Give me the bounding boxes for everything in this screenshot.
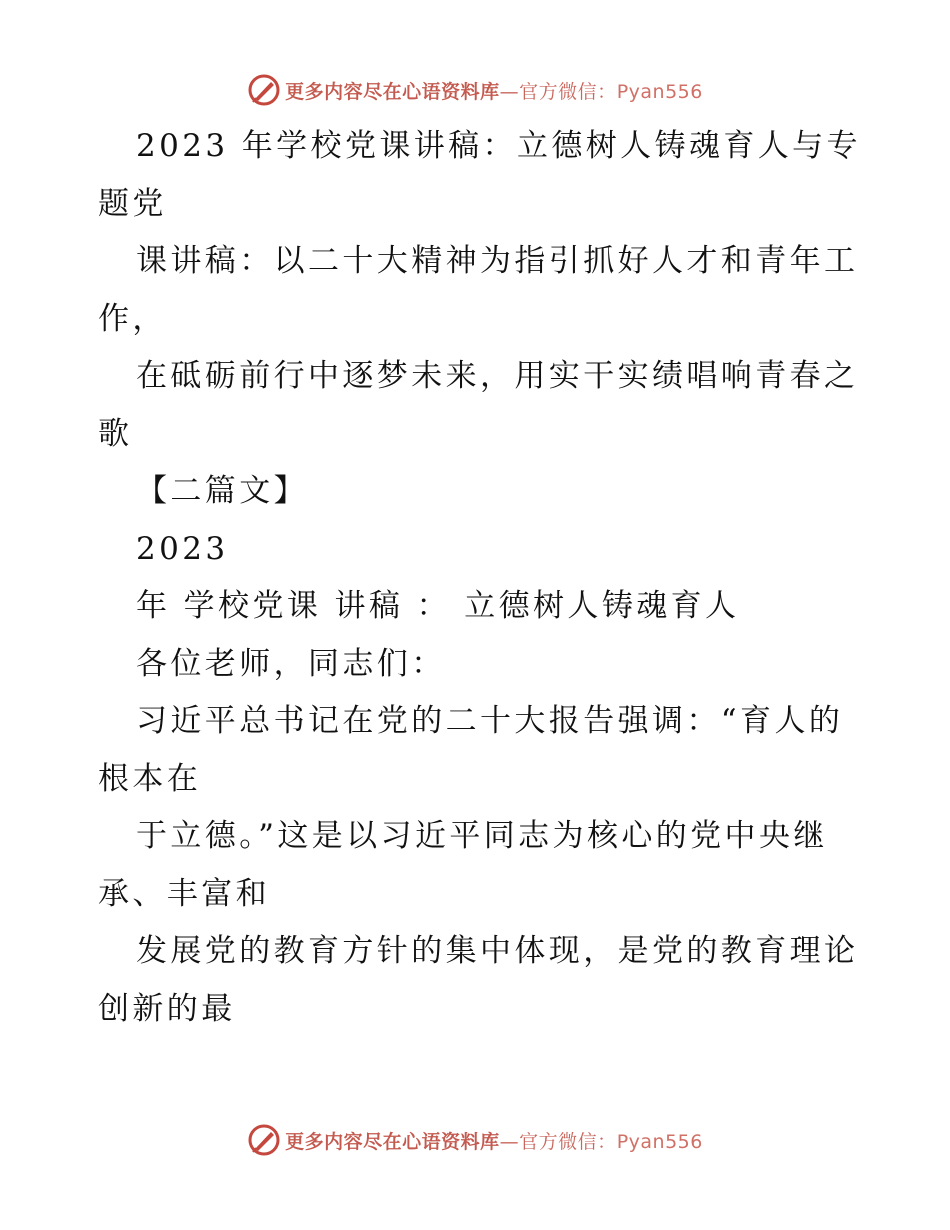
subtitle-year: 2023 <box>136 530 229 567</box>
paragraph-line-4: 承、丰富和 <box>98 875 270 912</box>
title-line-4: 作， <box>98 300 167 337</box>
quill-logo-icon <box>247 1123 281 1157</box>
watermark-official: 官方微信： <box>519 1130 617 1153</box>
watermark-dash: — <box>499 80 520 103</box>
header-watermark <box>0 70 950 110</box>
title-line-3: 课讲稿：以二十大精神为指引抓好人才和青年工 <box>136 243 859 279</box>
quill-logo-icon <box>247 73 281 107</box>
watermark-dash: — <box>499 1130 520 1153</box>
watermark-site: 更多内容尽在心语资料库 <box>285 1130 500 1153</box>
paragraph-line-3: 于立德。”这是以习近平同志为核心的党中央继 <box>136 818 828 854</box>
watermark-site: 更多内容尽在心语资料库 <box>285 80 500 103</box>
watermark-wechat-id: Pyan556 <box>616 1130 703 1153</box>
watermark-wechat-id: Pyan556 <box>616 80 703 103</box>
paragraph-line-5: 发展党的教育方针的集中体现，是党的教育理论 <box>136 933 859 969</box>
title-line-2: 题党 <box>98 185 167 222</box>
watermark-text <box>285 77 703 104</box>
paragraph-line-1: 习近平总书记在党的二十大报告强调：“育人的 <box>136 703 844 739</box>
watermark-official: 官方微信： <box>519 80 617 103</box>
document-body <box>98 118 861 1038</box>
title-line-5: 在砥砺前行中逐梦未来，用实干实绩唱响青春之 <box>136 358 859 394</box>
paragraph-line-2: 根本在 <box>98 760 202 797</box>
watermark-text <box>285 1127 703 1154</box>
paragraph-line-6: 创新的最 <box>98 990 236 1027</box>
title-line-1: 2023 年学校党课讲稿：立德树人铸魂育人与专 <box>136 128 861 164</box>
subtitle-text: 年 学校党课 讲稿 ： 立德树人铸魂育人 <box>136 588 740 624</box>
greeting: 各位老师，同志们： <box>136 645 446 682</box>
title-line-6: 歌 <box>98 415 133 452</box>
footer-watermark <box>0 1120 950 1160</box>
section-heading: 【二篇文】 <box>136 473 308 509</box>
